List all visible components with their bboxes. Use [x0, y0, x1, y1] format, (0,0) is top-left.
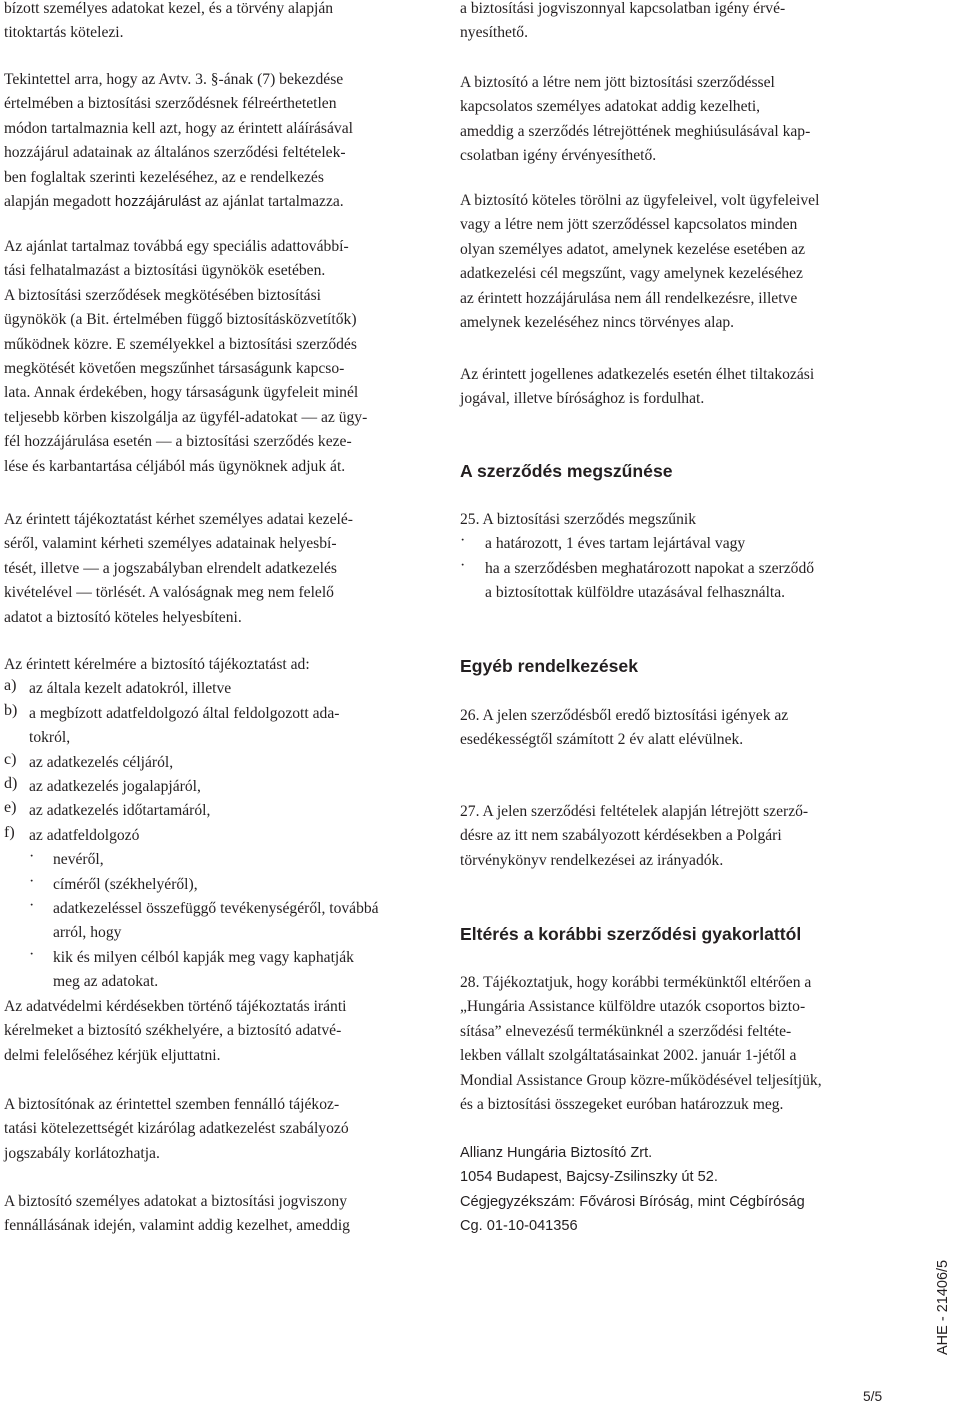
text-line: lekben vállalt szolgáltatásainkat 2002. január 1-jétől a: [460, 1047, 797, 1065]
text-line: fennállásának idején, valamint addig kezelhet, ameddig: [4, 1217, 350, 1235]
text-line: ben foglaltak szerinti kezeléséhez, az e rendelkezés: [4, 168, 324, 186]
bullet-marker: ·: [29, 945, 35, 963]
paragraph-retention: [4, 1190, 350, 1239]
bullet-marker: ·: [29, 897, 35, 915]
text-line: kérelmeket a biztosító székhelyére, a biztosító adatvé-: [4, 1022, 342, 1040]
paragraph-limitation: [460, 704, 788, 753]
text-line: nyesíthető.: [460, 24, 528, 42]
list-marker: b): [4, 701, 18, 719]
text-line: Az érintett tájékoztatást kérhet személyes adatai kezelé-: [4, 511, 353, 528]
paragraph-information-request: [4, 508, 353, 630]
paragraph-restriction: [4, 1093, 349, 1166]
text-line: kapcsolatos személyes adatokat addig kezelheti,: [460, 98, 761, 116]
list-item: [4, 751, 379, 775]
list-item: [4, 824, 379, 848]
text-line: kik és milyen célból kapják meg vagy kaphatják: [53, 948, 354, 966]
company-address: 1054 Budapest, Bajcsy-Zsilinszky út 52.: [460, 1169, 718, 1186]
text-line: nevéről,: [53, 851, 104, 869]
text-line: kivételével — törlését. A valóságnak meg nem felelő: [4, 584, 334, 602]
text-line: lése és karbantartása céljából más ügynöknek adjuk át.: [4, 457, 346, 475]
company-registry-number: Cg. 01-10-041356: [460, 1218, 578, 1235]
text-line: 27. A jelen szerződési feltételek alapján létrejött szerző-: [460, 803, 809, 820]
bold-term: hozzájárulást: [114, 194, 201, 211]
text-line: sítása” elnevezésű termékünknél a szerződési feltéte-: [460, 1022, 792, 1040]
paragraph-deviation: [460, 971, 822, 1117]
text-line: a biztosítottak külföldre utazásával felhasználta.: [485, 584, 786, 602]
text-line: Az ajánlat tartalmaz továbbá egy speciális adattovábbí-: [4, 238, 349, 255]
text-line: tokról,: [29, 729, 71, 747]
text-line: adatot a biztosító köteles helyesbíteni.: [4, 608, 242, 626]
list-item: [4, 775, 379, 799]
text-line: Az érintett jogellenes adatkezelés esetén élhet tiltakozási: [460, 366, 815, 383]
sub-list-item: [4, 897, 379, 921]
list-item: [460, 532, 814, 556]
list-marker: e): [4, 799, 17, 817]
text-line: jogával, illetve bírósághoz is fordulhat.: [460, 390, 705, 408]
company-info: [460, 1141, 805, 1239]
text-line: tését, illetve — a jogszabályban elrendelt adatkezelés: [4, 559, 337, 577]
text-line: a megbízott adatfeldolgozó által feldolgozott ada-: [29, 704, 340, 722]
text-line: teljesebb körben kiszolgálja az ügyfél-adatokat — az ügy-: [4, 408, 368, 426]
text-line: meg az adatokat.: [53, 973, 159, 991]
text-line: „Hungária Assistance külföldre utazók csoportos bizto-: [460, 998, 806, 1016]
text-line: módon tartalmaznia kell azt, hogy az érintett aláírásával: [4, 119, 353, 137]
list-marker: c): [4, 750, 17, 768]
text-line: és a biztosítási összegeket euróban határozzuk meg.: [460, 1096, 784, 1114]
paragraph-continuation: [460, 0, 785, 46]
text-line: az érintett hozzájárulása nem áll rendelkezésre, illetve: [460, 289, 798, 307]
list-marker: f): [4, 823, 15, 841]
page-number: 5/5: [863, 1389, 883, 1404]
paragraph-continuation: [4, 0, 333, 46]
text-line: ameddig a szerződés létrejöttének meghiúsulásával kap-: [460, 122, 811, 140]
text-line: tatási kötelezettségét kizárólag adatkezelést szabályozó: [4, 1120, 349, 1138]
text-line: ha a szerződésben meghatározott napokat a szerződő: [485, 559, 815, 577]
text-line: A biztosító köteles törölni az ügyfeleivel, volt ügyfeleivel: [460, 192, 820, 209]
text-line: bízott személyes adatokat kezel, és a törvény alapján: [4, 0, 334, 17]
section-heading: Egyéb rendelkezések: [460, 656, 638, 676]
text-line: Az adatvédelmi kérdésekben történő tájékoztatás iránti: [4, 997, 347, 1015]
list-intro: Az érintett kérelmére a biztosító tájékoztatást ad:: [4, 656, 310, 673]
text-line: tási felhatalmazást a biztosítási ügynökök esetében.: [4, 262, 326, 280]
list-item: [460, 557, 814, 581]
text-line: esedékességtől számított 2 év alatt elévülnek.: [460, 731, 744, 749]
text-line: az adatkezelés időtartamáról,: [29, 802, 211, 820]
bullet-marker: ·: [29, 872, 35, 890]
text-line: olyan személyes adatot, amelynek kezelése esetében az: [460, 240, 806, 258]
list-marker: a): [4, 677, 17, 695]
text-line: az adatkezelés céljáról,: [29, 753, 174, 771]
paragraph-consent: [4, 68, 353, 214]
company-registry: Cégjegyzékszám: Fővárosi Bíróság, mint Cégbíróság: [460, 1193, 805, 1210]
information-list-block: [4, 653, 379, 1068]
paragraph-unconcluded-contract: [460, 71, 810, 169]
text-line: A biztosító a létre nem jött biztosítási szerződéssel: [460, 74, 775, 91]
paragraph-civil-code: [460, 800, 808, 873]
text-line: az adatfeldolgozó: [29, 826, 140, 844]
text-line: működnek közre. E személyekkel a biztosítási szerződés: [4, 335, 357, 353]
sub-list-item: [4, 848, 379, 872]
text-line: adatkezelési cél megszűnt, vagy amelynek kezeléséhez: [460, 265, 803, 283]
text-line: arról, hogy: [53, 924, 122, 942]
paragraph-deletion: [460, 189, 819, 335]
text-line: amelynek kezeléséhez nincs törvényes alap.: [460, 314, 735, 332]
text-line: titoktartás kötelezi.: [4, 24, 124, 42]
text-line: címéről (székhelyéről),: [53, 875, 198, 893]
document-id: AHE - 21406/5: [935, 1259, 951, 1355]
text-line: séről, valamint kérheti személyes adatainak helyesbí-: [4, 535, 337, 553]
text-line: Tekintettel arra, hogy az Avtv. 3. §-ának (7) bekezdése: [4, 71, 344, 88]
text-line: adatkezeléssel összefüggő tevékenységéről, továbbá: [53, 900, 379, 918]
text-line: Mondial Assistance Group közre-működésével teljesítjük,: [460, 1071, 822, 1089]
text-line: désre az itt nem szabályozott kérdésekben a Polgári: [460, 827, 782, 845]
sub-list-item: [4, 873, 379, 897]
text-line: törvénykönyv rendelkezései az irányadók.: [460, 851, 724, 869]
text-line: A biztosítási szerződések megkötésében biztosítási: [4, 286, 321, 304]
text-line: 28. Tájékoztatjuk, hogy korábbi termékünktől eltérően a: [460, 974, 812, 991]
paragraph-objection: [460, 363, 814, 412]
bullet-marker: ·: [460, 556, 466, 574]
text-fragment: alapján megadott: [4, 193, 115, 211]
section-heading: A szerződés megszűnése: [460, 461, 673, 481]
text-line: fél hozzájárulása esetén — a biztosítási szerződés keze-: [4, 433, 352, 451]
text-line: az adatkezelés jogalapjáról,: [29, 778, 201, 796]
text-line: ügynökök (a Bit. értelmében függő biztosításközvetítők): [4, 311, 357, 329]
text-fragment: az ajánlat tartalmazza.: [200, 193, 344, 211]
list-item: [4, 799, 379, 823]
bullet-marker: ·: [29, 848, 35, 866]
paragraph-termination: [460, 508, 814, 606]
company-name: Allianz Hungária Biztosító Zrt.: [460, 1145, 653, 1161]
section-heading: Eltérés a korábbi szerződési gyakorlattól: [460, 924, 802, 944]
paragraph-agents: [4, 235, 367, 479]
list-item: [4, 702, 379, 726]
text-line: 26. A jelen szerződésből eredő biztosítási igények az: [460, 707, 789, 724]
text-line: vagy a létre nem jött szerződéssel kapcsolatos minden: [460, 216, 798, 234]
list-marker: d): [4, 775, 18, 793]
sub-list-item: [4, 946, 379, 970]
text-line: lata. Annak érdekében, hogy társaságunk ügyfeleit minél: [4, 384, 359, 402]
text-line: hozzájárul adatainak az általános szerződési feltételek-: [4, 144, 346, 162]
text-line: A biztosítónak az érintettel szemben fennálló tájékoz-: [4, 1096, 340, 1113]
text-line: a biztosítási jogviszonnyal kapcsolatban igény érvé-: [460, 0, 786, 17]
text-line: a határozott, 1 éves tartam lejártával vagy: [485, 535, 746, 553]
text-line: csolatban igény érvényesíthető.: [460, 147, 657, 165]
text-line: az általa kezelt adatokról, illetve: [29, 680, 232, 698]
text-line: delmi felelőséhez kérjük eljuttatni.: [4, 1046, 221, 1064]
text-line: értelmében a biztosítási szerződésnek félreérthetetlen: [4, 95, 337, 113]
text-line: jogszabály korlátozhatja.: [4, 1144, 160, 1162]
text-line: 25. A biztosítási szerződés megszűnik: [460, 511, 697, 528]
text-line: A biztosító személyes adatokat a biztosítási jogviszony: [4, 1193, 347, 1210]
text-line: megkötését követően megszűnhet társaságunk kapcso-: [4, 360, 345, 378]
bullet-marker: ·: [460, 532, 466, 550]
text-line: [4, 190, 353, 214]
list-item: [4, 677, 379, 701]
